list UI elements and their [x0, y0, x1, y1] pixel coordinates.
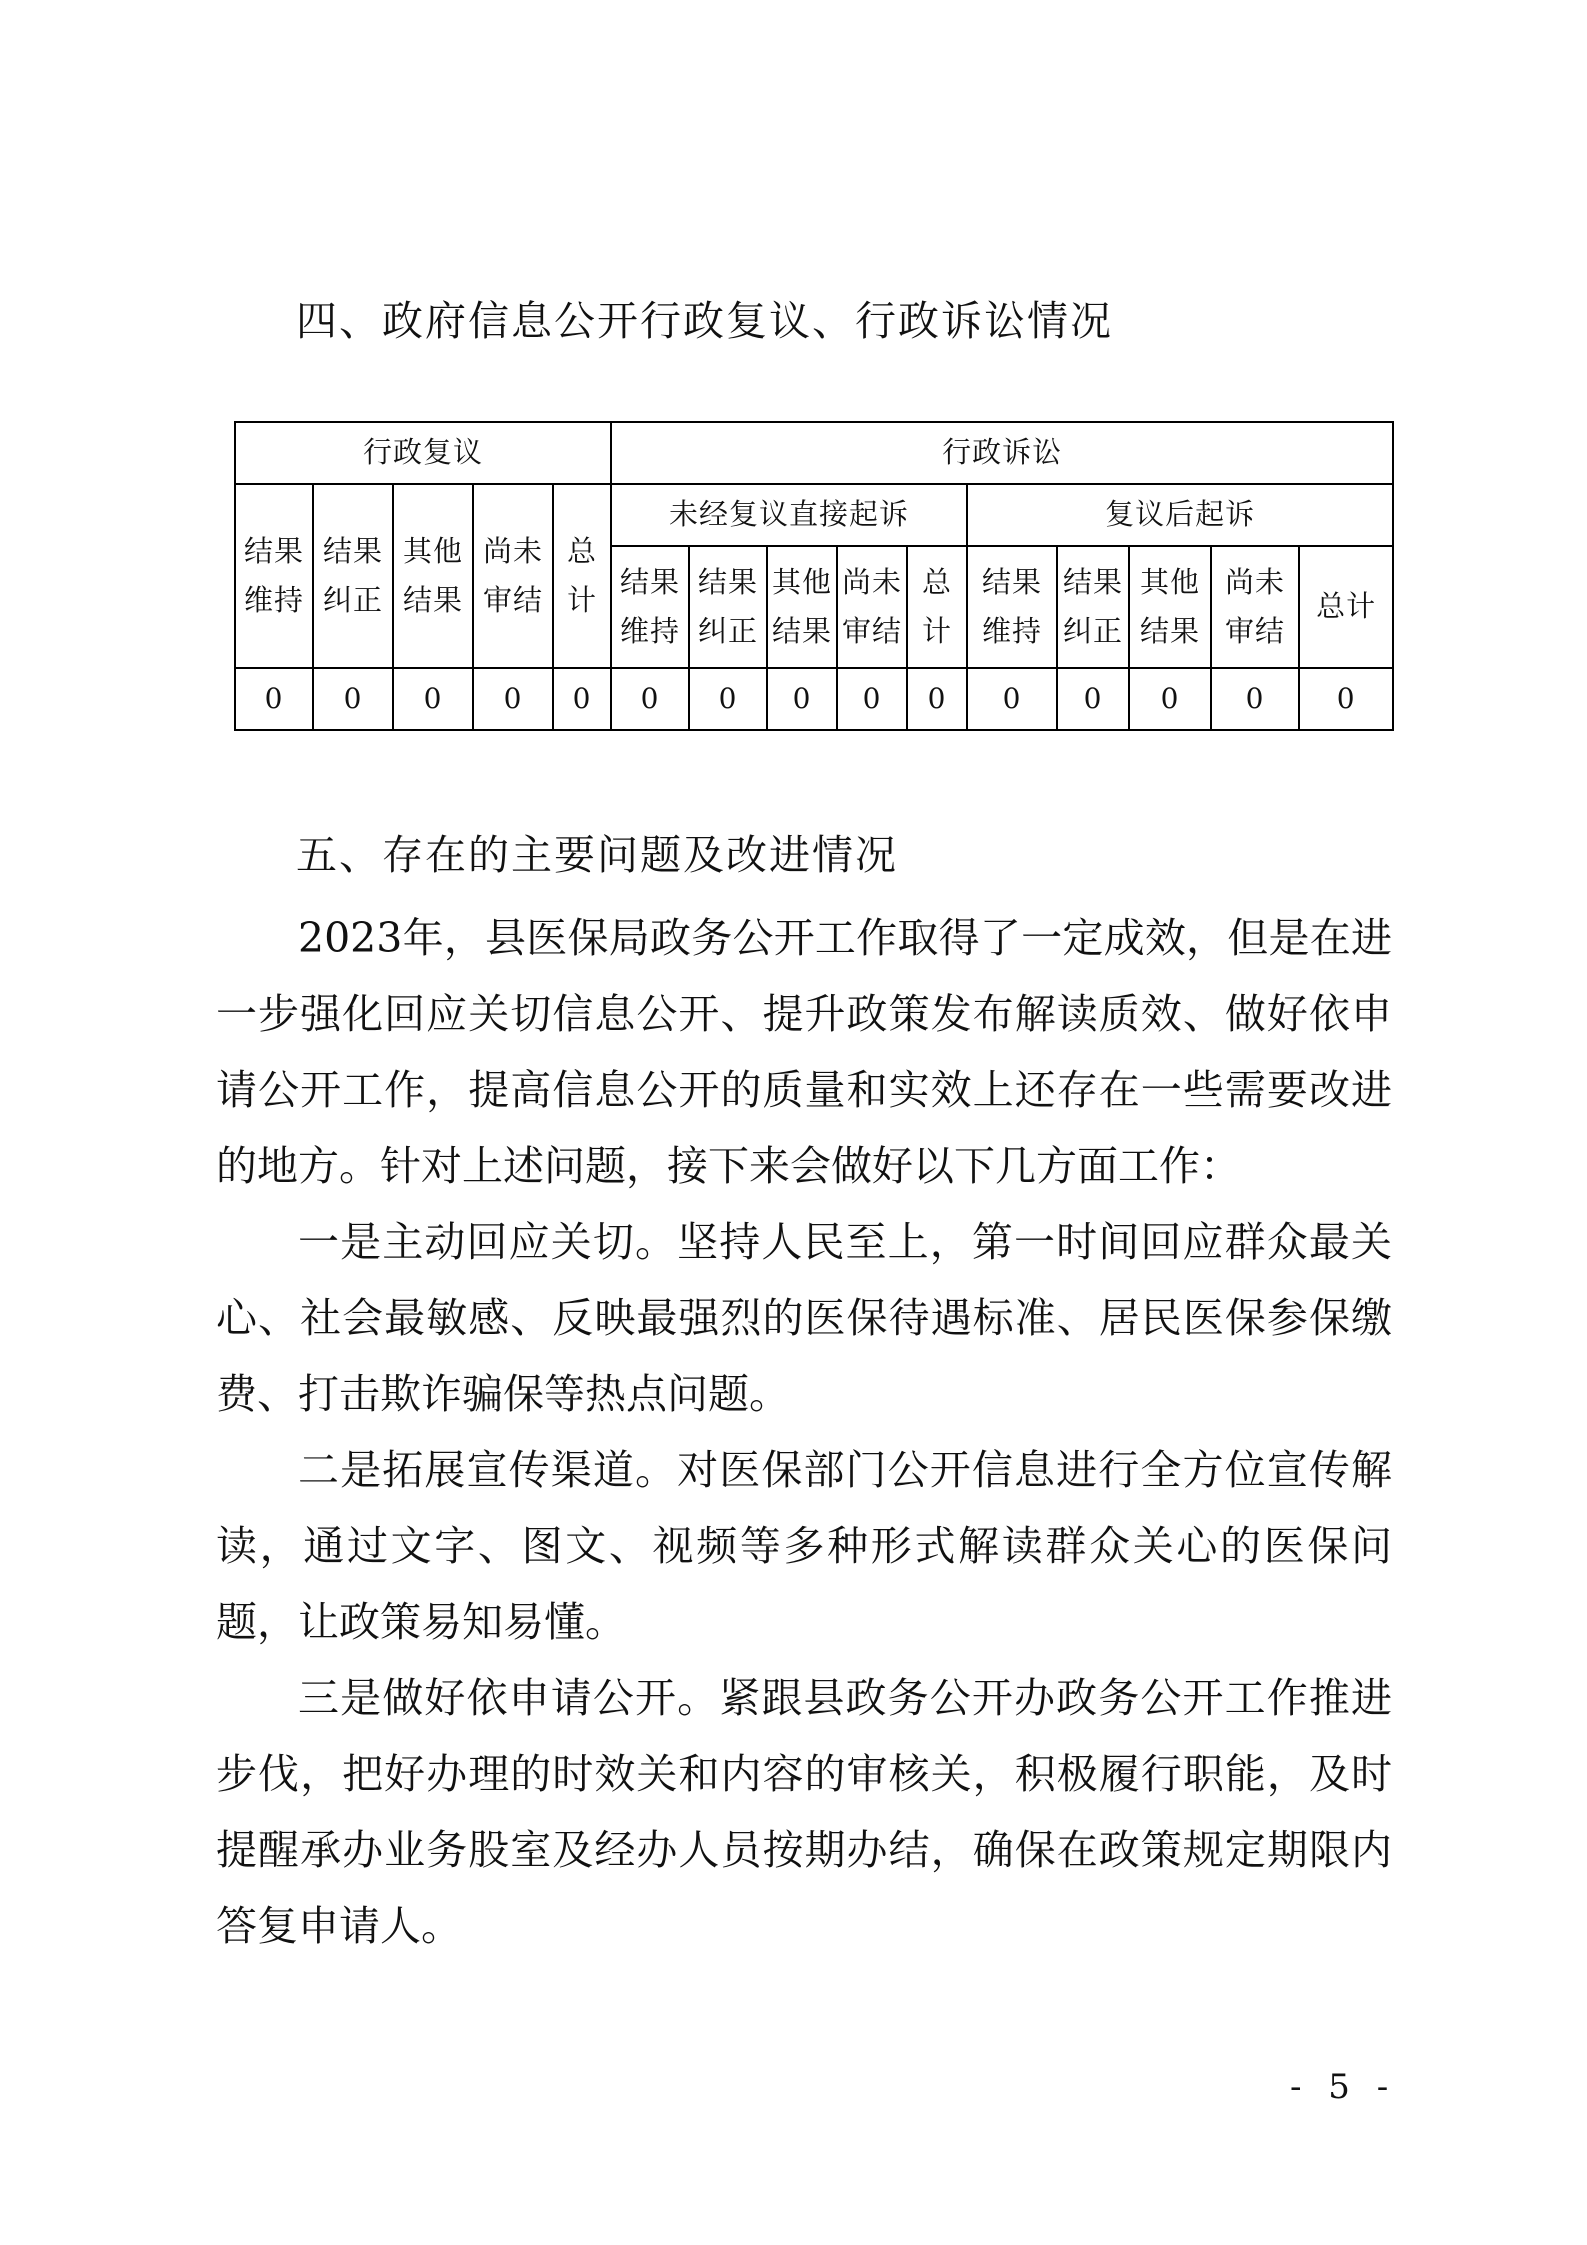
- value-cell: 0: [967, 668, 1057, 730]
- direct-col-pending: 尚未 审结: [837, 546, 907, 668]
- after-col-other: 其他 结果: [1129, 546, 1211, 668]
- review-litigation-table: [234, 421, 1394, 731]
- value-cell: 0: [1057, 668, 1129, 730]
- review-col-maintained: 结果 维持: [235, 484, 313, 668]
- value-cell: 0: [313, 668, 393, 730]
- value-cell: 0: [1299, 668, 1393, 730]
- paragraph: 三是做好依申请公开。紧跟县政务公开办政务公开工作推进步伐，把好办理的时效关和内容的审核关，积极履行职能，及时提醒承办业务股室及经办人员按期办结，确保在政策规定期限内答复申请人。: [216, 1674, 1392, 1950]
- value-cell: 0: [837, 668, 907, 730]
- direct-suit-group-header: 未经复议直接起诉: [611, 484, 967, 546]
- after-col-maintained: 结果 维持: [967, 546, 1057, 668]
- value-cell: 0: [1129, 668, 1211, 730]
- after-col-corrected: 结果 纠正: [1057, 546, 1129, 668]
- section-5-body: [216, 900, 1392, 1964]
- paragraph: 二是拓展宣传渠道。对医保部门公开信息进行全方位宣传解读，通过文字、图文、视频等多种形式解读群众关心的医保问题，让政策易知易懂。: [216, 1446, 1392, 1646]
- section-4-heading: 四、政府信息公开行政复议、行政诉讼情况: [296, 297, 1113, 345]
- review-col-pending: 尚未 审结: [473, 484, 553, 668]
- value-cell: 0: [393, 668, 473, 730]
- review-col-corrected: 结果 纠正: [313, 484, 393, 668]
- after-review-group-header: 复议后起诉: [967, 484, 1393, 546]
- after-col-pending: 尚未 审结: [1211, 546, 1299, 668]
- paragraph: 一是主动回应关切。坚持人民至上，第一时间回应群众最关心、社会最敏感、反映最强烈的医保待遇标准、居民医保参保缴费、打击欺诈骗保等热点问题。: [216, 1218, 1392, 1418]
- direct-col-corrected: 结果 纠正: [689, 546, 767, 668]
- review-col-total: 总 计: [553, 484, 611, 668]
- value-cell: 0: [767, 668, 837, 730]
- value-cell: 0: [473, 668, 553, 730]
- value-cell: 0: [235, 668, 313, 730]
- direct-col-other: 其他 结果: [767, 546, 837, 668]
- direct-col-maintained: 结果 维持: [611, 546, 689, 668]
- after-col-total: 总计: [1299, 546, 1393, 668]
- value-cell: 0: [611, 668, 689, 730]
- paragraph: 2023年，县医保局政务公开工作取得了一定成效，但是在进一步强化回应关切信息公开、提升政策发布解读质效、做好依申请公开工作，提高信息公开的质量和实效上还存在一些需要改进的地方。针对上述问题，接下来会做好以下几方面工作：: [216, 914, 1392, 1190]
- value-cell: 0: [1211, 668, 1299, 730]
- value-cell: 0: [907, 668, 967, 730]
- value-cell: 0: [553, 668, 611, 730]
- review-group-header: 行政复议: [235, 422, 611, 484]
- page-number: - 5 -: [1290, 2067, 1397, 2107]
- review-col-other: 其他 结果: [393, 484, 473, 668]
- litigation-group-header: 行政诉讼: [611, 422, 1393, 484]
- value-cell: 0: [689, 668, 767, 730]
- direct-col-total: 总 计: [907, 546, 967, 668]
- section-5-heading: 五、存在的主要问题及改进情况: [296, 831, 898, 879]
